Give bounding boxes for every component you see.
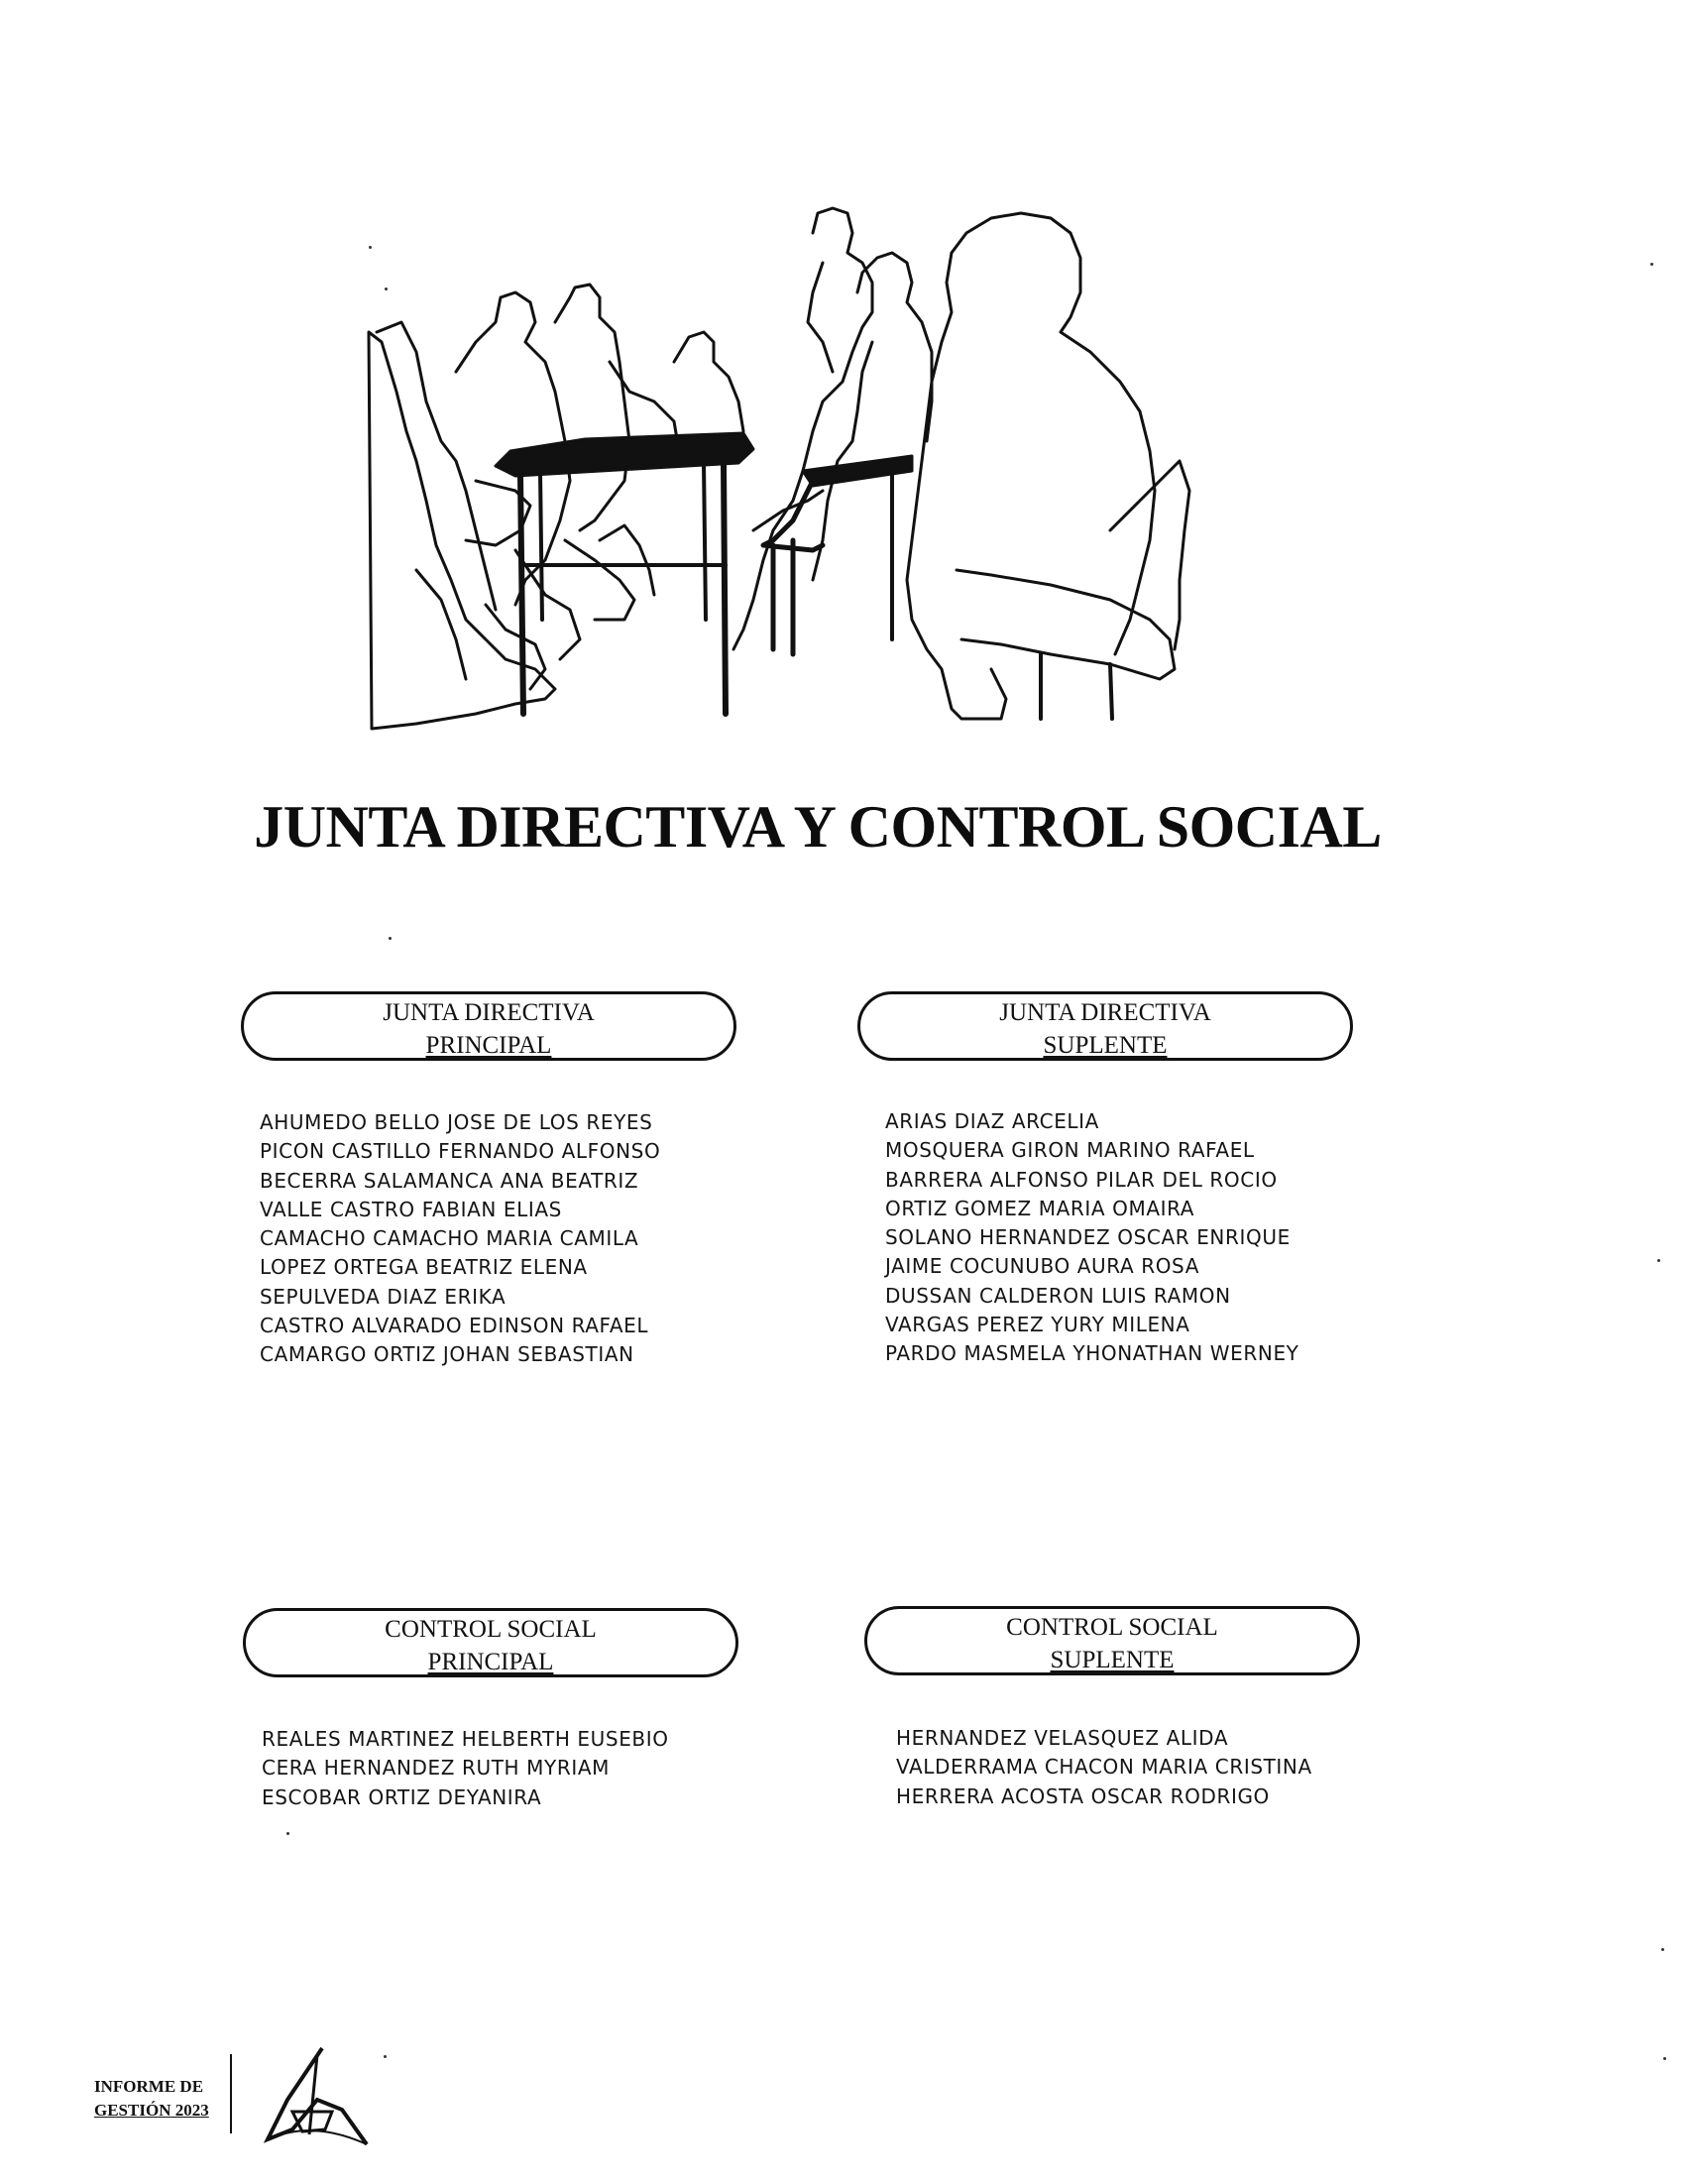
- list-item: ESCOBAR ORTIZ DEYANIRA: [262, 1784, 542, 1809]
- scan-speck: [389, 937, 392, 940]
- organization-logo-icon: [248, 2040, 377, 2149]
- group-heading: JUNTA DIRECTIVA: [999, 999, 1211, 1026]
- list-item: DUSSAN CALDERON LUIS RAMON: [885, 1283, 1231, 1308]
- scan-speck: [286, 1832, 289, 1835]
- list-item: PICON CASTILLO FERNANDO ALFONSO: [260, 1139, 661, 1164]
- footer-divider: [230, 2054, 232, 2133]
- list-item: VALDERRAMA CHACON MARIA CRISTINA: [896, 1755, 1312, 1780]
- footer-label: [94, 2075, 209, 2123]
- list-item: CAMARGO ORTIZ JOHAN SEBASTIAN: [260, 1342, 634, 1367]
- list-item: JAIME COCUNUBO AURA ROSA: [885, 1254, 1199, 1279]
- control-social-principal-header: [243, 1608, 738, 1677]
- list-item: REALES MARTINEZ HELBERTH EUSEBIO: [262, 1727, 669, 1751]
- junta-directiva-principal-list: [260, 1108, 660, 1370]
- group-heading: CONTROL SOCIAL: [385, 1616, 597, 1643]
- list-item: CAMACHO CAMACHO MARIA CAMILA: [260, 1226, 639, 1251]
- list-item: VALLE CASTRO FABIAN ELIAS: [260, 1197, 562, 1221]
- junta-directiva-suplente-header: [857, 991, 1353, 1061]
- list-item: BECERRA SALAMANCA ANA BEATRIZ: [260, 1168, 639, 1193]
- list-item: CERA HERNANDEZ RUTH MYRIAM: [262, 1756, 610, 1781]
- meeting-silhouette-icon: [357, 203, 1259, 739]
- list-item: ORTIZ GOMEZ MARIA OMAIRA: [885, 1196, 1195, 1220]
- control-social-principal-list: [262, 1725, 669, 1812]
- footer-line-1: INFORME DE: [94, 2077, 204, 2096]
- scan-speck: [1663, 2057, 1666, 2060]
- group-subheading: PRINCIPAL: [427, 1649, 554, 1675]
- junta-directiva-principal-header: [241, 991, 736, 1061]
- list-item: CASTRO ALVARADO EDINSON RAFAEL: [260, 1314, 649, 1338]
- scan-speck: [384, 2055, 387, 2058]
- page-title: JUNTA DIRECTIVA Y CONTROL SOCIAL: [254, 794, 1382, 860]
- list-item: HERNANDEZ VELASQUEZ ALIDA: [896, 1726, 1229, 1750]
- list-item: SOLANO HERNANDEZ OSCAR ENRIQUE: [885, 1225, 1291, 1250]
- group-heading: CONTROL SOCIAL: [1006, 1614, 1218, 1641]
- list-item: AHUMEDO BELLO JOSE DE LOS REYES: [260, 1110, 653, 1134]
- scan-speck: [1661, 1948, 1664, 1951]
- list-item: ARIAS DIAZ ARCELIA: [885, 1109, 1099, 1133]
- scan-speck: [385, 287, 388, 290]
- group-subheading: PRINCIPAL: [425, 1032, 552, 1059]
- group-subheading: SUPLENTE: [1043, 1032, 1168, 1059]
- group-heading: JUNTA DIRECTIVA: [383, 999, 595, 1026]
- list-item: LOPEZ ORTEGA BEATRIZ ELENA: [260, 1255, 588, 1280]
- list-item: PARDO MASMELA YHONATHAN WERNEY: [885, 1341, 1299, 1366]
- list-item: SEPULVEDA DIAZ ERIKA: [260, 1284, 507, 1309]
- list-item: MOSQUERA GIRON MARINO RAFAEL: [885, 1138, 1255, 1163]
- footer-line-2: GESTIÓN 2023: [94, 2101, 209, 2120]
- control-social-suplente-header: [864, 1606, 1360, 1675]
- junta-directiva-suplente-list: [885, 1107, 1299, 1369]
- scan-speck: [1650, 263, 1653, 266]
- scan-speck: [369, 246, 372, 249]
- list-item: HERRERA ACOSTA OSCAR RODRIGO: [896, 1783, 1270, 1808]
- scan-speck: [1657, 1259, 1660, 1262]
- list-item: BARRERA ALFONSO PILAR DEL ROCIO: [885, 1167, 1278, 1192]
- group-subheading: SUPLENTE: [1050, 1647, 1175, 1673]
- list-item: VARGAS PEREZ YURY MILENA: [885, 1313, 1190, 1337]
- control-social-suplente-list: [896, 1724, 1312, 1811]
